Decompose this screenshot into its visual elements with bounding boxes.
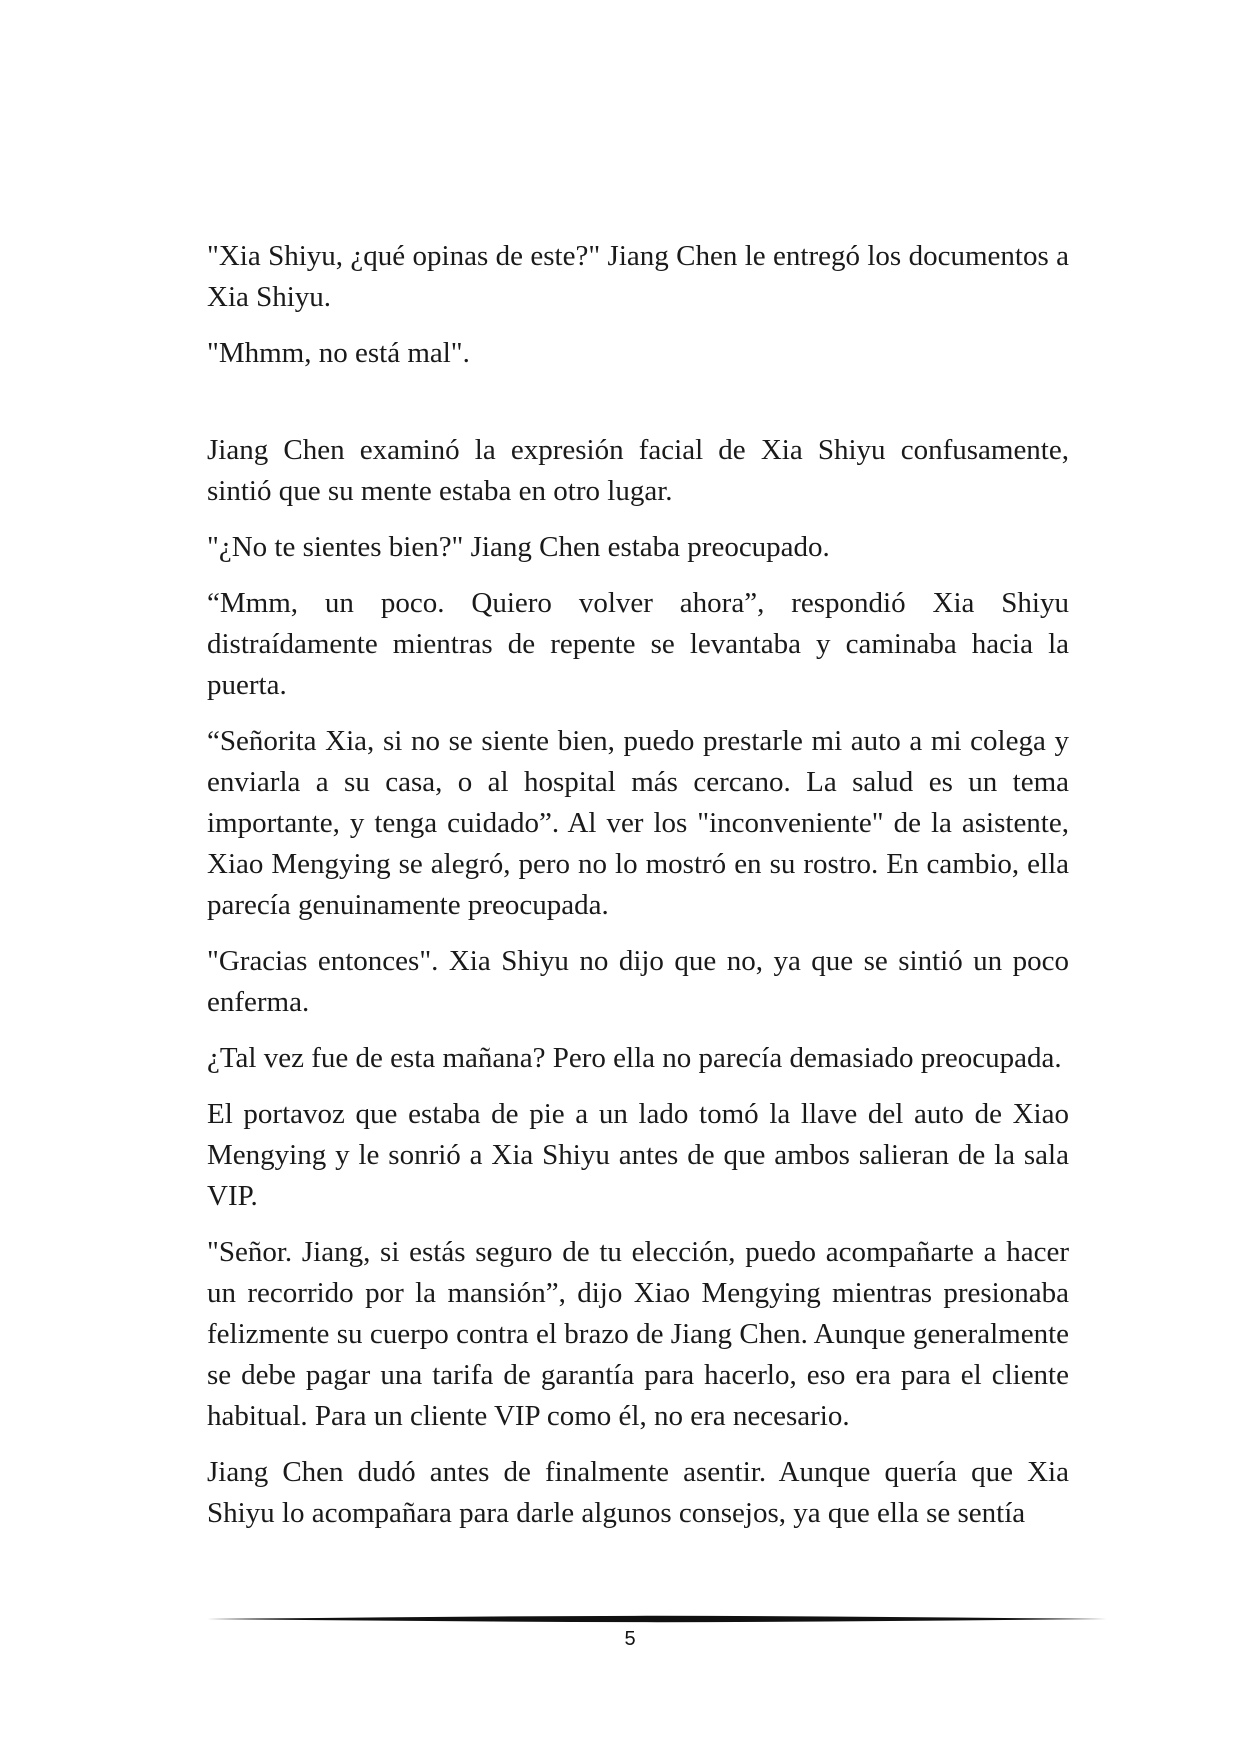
page-number: 5 bbox=[624, 1628, 636, 1650]
paragraph: Jiang Chen examinó la expresión facial de Xia Shiyu confusamente, sintió que su mente estaba en otro lugar. bbox=[207, 434, 1069, 507]
paragraph: "¿No te sientes bien?" Jiang Chen estaba preocupado. bbox=[207, 531, 830, 563]
body-text bbox=[207, 236, 1069, 1549]
paragraph: "Señor. Jiang, si estás seguro de tu elección, puedo acompañarte a hacer un recorrido por la mansión”, dijo Xiao Mengying mientras presionaba felizmente su cuerpo contra el brazo de Jiang Chen. Aunque generalmente se debe pagar una tarifa de garantía para hacerlo, eso era para el cliente habitual. Para un cliente VIP como él, no era necesario. bbox=[207, 1236, 1069, 1432]
paragraph: "Gracias entonces". Xia Shiyu no dijo que no, ya que se sintió un poco enferma. bbox=[207, 945, 1069, 1018]
paragraph: “Señorita Xia, si no se siente bien, puedo prestarle mi auto a mi colega y enviarla a su casa, o al hospital más cercano. La salud es un tema importante, y tenga cuidado”. Al ver los "inconveniente" de la asistente, Xiao Mengying se alegró, pero no lo mostró en su rostro. En cambio, ella parecía genuinamente preocupada. bbox=[207, 725, 1069, 921]
paragraph: El portavoz que estaba de pie a un lado tomó la llave del auto de Xiao Mengying y le sonrió a Xia Shiyu antes de que ambos salieran de la sala VIP. bbox=[207, 1098, 1069, 1212]
paragraph: “Mmm, un poco. Quiero volver ahora”, respondió Xia Shiyu distraídamente mientras de repente se levantaba y caminaba hacia la puerta. bbox=[207, 587, 1069, 701]
footer-rule bbox=[207, 1614, 1107, 1624]
paragraph: ¿Tal vez fue de esta mañana? Pero ella no parecía demasiado preocupada. bbox=[207, 1042, 1062, 1074]
paragraph: Jiang Chen dudó antes de finalmente asentir. Aunque quería que Xia Shiyu lo acompañara para darle algunos consejos, ya que ella se sentía bbox=[207, 1456, 1069, 1529]
paragraph: "Mhmm, no está mal". bbox=[207, 337, 470, 369]
paragraph: "Xia Shiyu, ¿qué opinas de este?" Jiang Chen le entregó los documentos a Xia Shiyu. bbox=[207, 240, 1069, 313]
